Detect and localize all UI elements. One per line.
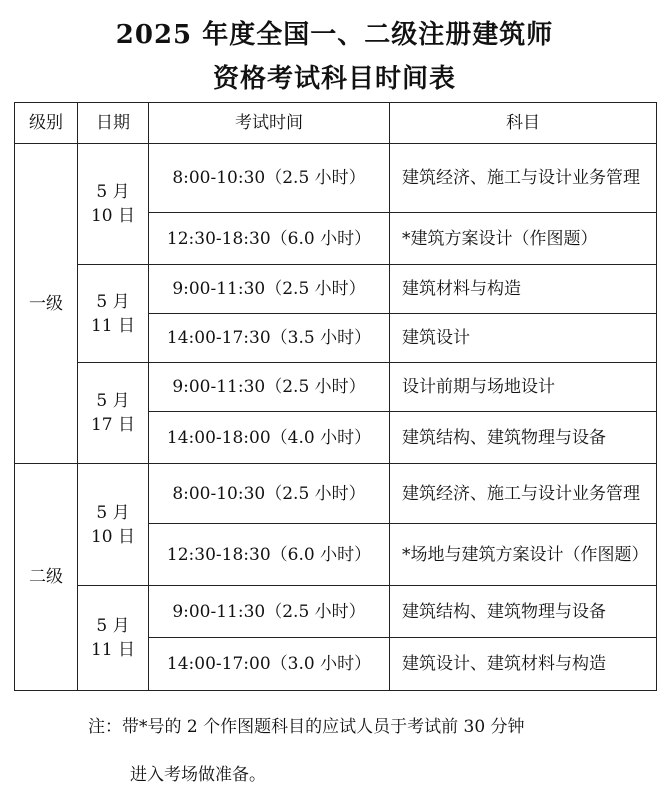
- header-row: [15, 103, 657, 144]
- table-row: [15, 265, 657, 314]
- date-cell: [78, 144, 149, 265]
- level-cell: 一级: [15, 144, 78, 464]
- header-date: 日期: [78, 103, 149, 144]
- time-cell: 12:30-18:30（6.0 小时）: [149, 213, 390, 265]
- time-cell: 8:00-10:30（2.5 小时）: [149, 464, 390, 524]
- table-row: [15, 586, 657, 638]
- table-row: [15, 363, 657, 412]
- date-cell: [78, 586, 149, 691]
- subject-cell: *场地与建筑方案设计（作图题）: [390, 524, 657, 586]
- header-level: 级别: [15, 103, 78, 144]
- footnote-line-1: 注：带*号的 2 个作图题科目的应试人员于考试前 30 分钟: [88, 717, 525, 737]
- page-subtitle: 资格考试科目时间表: [212, 64, 456, 94]
- date-day: 10 日: [90, 206, 136, 226]
- table-row: [15, 464, 657, 524]
- date-cell: [78, 265, 149, 363]
- subject-cell: 建筑设计、建筑材料与构造: [390, 638, 657, 691]
- time-cell: 12:30-18:30（6.0 小时）: [149, 524, 390, 586]
- footnote-line-2: 进入考场做准备。: [130, 765, 266, 785]
- time-cell: 9:00-11:30（2.5 小时）: [149, 265, 390, 314]
- subject-cell: 设计前期与场地设计: [390, 363, 657, 412]
- exam-schedule-table: [14, 102, 657, 691]
- subject-cell: 建筑经济、施工与设计业务管理: [390, 144, 657, 213]
- subject-cell: 建筑结构、建筑物理与设备: [390, 412, 657, 464]
- date-month: 5 月: [96, 391, 130, 411]
- subject-cell: 建筑材料与构造: [390, 265, 657, 314]
- date-month: 5 月: [96, 182, 130, 202]
- date-cell: [78, 363, 149, 464]
- date-month: 5 月: [96, 616, 130, 636]
- date-cell: [78, 464, 149, 586]
- date-month: 5 月: [96, 502, 130, 523]
- page-title: 2025 年度全国一、二级注册建筑师: [115, 20, 554, 50]
- date-day: 11 日: [90, 640, 136, 660]
- header-subject: 科目: [390, 103, 657, 144]
- subject-cell: *建筑方案设计（作图题）: [390, 213, 657, 265]
- time-cell: 14:00-18:00（4.0 小时）: [149, 412, 390, 464]
- table-row: [15, 144, 657, 213]
- date-month: 5 月: [96, 291, 130, 312]
- time-cell: 8:00-10:30（2.5 小时）: [149, 144, 390, 213]
- date-day: 10 日: [90, 526, 136, 547]
- time-cell: 14:00-17:00（3.0 小时）: [149, 638, 390, 691]
- header-time: 考试时间: [149, 103, 390, 144]
- time-cell: 9:00-11:30（2.5 小时）: [149, 586, 390, 638]
- date-day: 11 日: [90, 315, 136, 336]
- level-cell: 二级: [15, 464, 78, 691]
- subject-cell: 建筑经济、施工与设计业务管理: [390, 464, 657, 524]
- date-day: 17 日: [90, 415, 136, 435]
- subject-cell: 建筑结构、建筑物理与设备: [390, 586, 657, 638]
- time-cell: 9:00-11:30（2.5 小时）: [149, 363, 390, 412]
- subject-cell: 建筑设计: [390, 314, 657, 363]
- time-cell: 14:00-17:30（3.5 小时）: [149, 314, 390, 363]
